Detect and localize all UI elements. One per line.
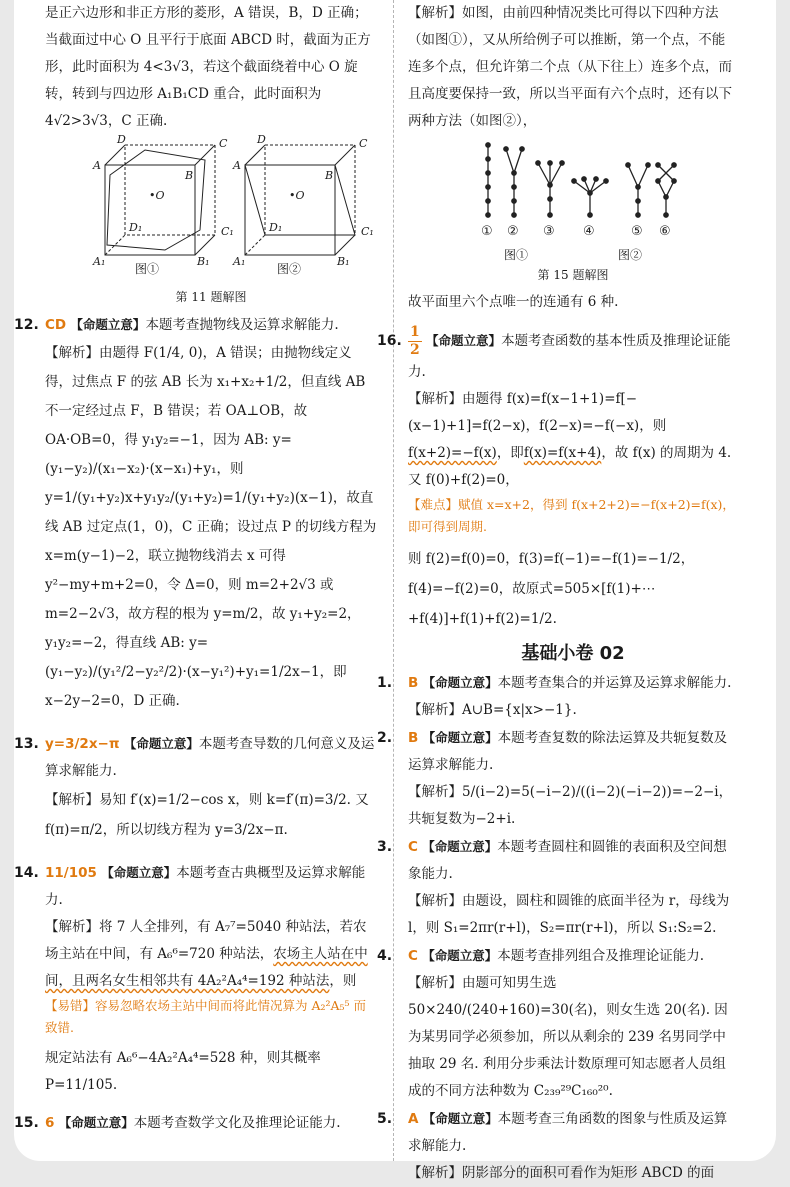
document-page — [14, 0, 776, 1181]
cube-diagrams — [45, 135, 377, 285]
q16-solution-part1: 【解析】由题得 f(x)=f(x−1+1)=f[−(x−1)+1]=f(2−x)，f(2−x)=−f(−x)，则 — [408, 391, 667, 434]
svg-text:C: C — [219, 137, 228, 150]
fig15-label-5: ⑤ — [631, 224, 643, 239]
s2-q5-header — [377, 1105, 738, 1160]
fig15-label-6: ⑥ — [659, 224, 671, 239]
section-title: 基础小卷 02 — [521, 643, 625, 664]
s2-q5-answer: A — [408, 1111, 419, 1127]
q13-number: 13. — [14, 736, 39, 752]
s2-q2-answer: B — [408, 730, 419, 746]
s2-q1-header — [377, 669, 738, 697]
s2-q5-solution: 【解析】阴影部分的面积可看作为矩形 ABCD 的面 — [408, 1165, 715, 1181]
fig15-title: 第 15 题解图 — [537, 268, 609, 282]
q16-key-point-2: f(x)=f(x+4) — [523, 445, 602, 461]
svg-text:B: B — [325, 169, 334, 182]
left-column — [14, 0, 377, 1137]
s2-q4-tag: 【命题立意】 — [422, 948, 498, 963]
q14-solution-part2: ，则 — [329, 973, 357, 989]
q13-solution: 【解析】易知 f′(x)=1/2−cos x，则 k=f′(π)=3/2. 又 f(π)=π/2，所以切线方程为 y=3/2x−π. — [45, 792, 369, 838]
q14-tag: 【命题立意】 — [101, 865, 177, 880]
q16-difficulty-note: 【难点】赋值 x=x+2，得到 f(x+2+2)=−f(x+2)=f(x)，即可得到周期. — [408, 497, 735, 534]
svg-text:•O: •O — [289, 189, 305, 202]
fig15-label-3: ③ — [543, 224, 555, 239]
q14-solution-part1: 【解析】将 7 人全排列，有 A₇⁷=5040 种站法，若农场主站在中间，有 A₆⁶=720 种站法， — [45, 919, 367, 962]
q14-number: 14. — [14, 865, 39, 881]
s2-q1-intent: 本题考查集合的并运算及运算求解能力. — [497, 675, 732, 691]
svg-text:D₁: D₁ — [129, 221, 143, 234]
s2-q2-header — [377, 724, 738, 779]
q12-tag: 【命题立意】 — [70, 317, 146, 332]
q16-answer-numerator: 1 — [410, 324, 420, 340]
q14-intent: 本题考查古典概型及运算求解能力. — [45, 865, 366, 908]
s2-q4-intent: 本题考查排列组合及推理论证能力. — [497, 948, 705, 964]
q14-solution-end: 规定站法有 A₆⁶−4A₂²A₄⁴=528 种，则其概率 P=11/105. — [45, 1050, 321, 1093]
s2-q5-intent: 本题考查三角函数的图象与性质及运算求解能力. — [408, 1111, 728, 1154]
s2-q3-answer: C — [408, 839, 418, 855]
q12-answer: CD — [45, 317, 67, 333]
s2-q2-intent: 本题考查复数的除法运算及共轭复数及运算求解能力. — [408, 730, 728, 773]
q14-answer: 11/105 — [45, 865, 97, 881]
fig11-title: 第 11 题解图 — [175, 290, 247, 304]
s2-q3-solution: 【解析】由题设，圆柱和圆锥的底面半径为 r，母线为 l，则 S₁=2πr(r+l)，S₂=πr(r+l)，所以 S₁:S₂=2. — [408, 893, 730, 936]
fig15-caption-1: 图① — [503, 248, 528, 262]
q13-intent: 本题考查导数的几何意义及运算求解能力. — [45, 736, 375, 779]
fig15-captions — [408, 247, 738, 263]
svg-text:B₁: B₁ — [337, 255, 350, 268]
q16-solution-part3: ，故 f(x) 的周期为 4. 又 f(0)+f(2)=0， — [408, 445, 732, 488]
svg-text:•O: •O — [149, 189, 165, 202]
s2-q1-number: 1. — [377, 675, 393, 691]
fig11-caption-2: 图② — [277, 262, 302, 276]
svg-text:A: A — [93, 159, 101, 172]
q15-header — [14, 1109, 377, 1137]
s2-q4-solution: 【解析】由题可知男生选 50×240/(240+160)=30(名)，则女生选 20(名). 因为某男同学必须参加，所以从剩余的 239 名男同学中抽取 29 名. 利用分步乘法计数原理可知志愿者人员组成的不同方法种数为 C₂₃₉²⁹C₁₆₀²⁰. — [408, 975, 728, 1099]
tree-diagrams — [408, 135, 738, 247]
s2-q2-number: 2. — [377, 730, 393, 746]
s2-q2-solution: 【解析】5/(i−2)=5(−i−2)/((i−2)(−i−2))=−2−i，共轭复数为−2+i. — [408, 784, 733, 827]
s2-q1-answer: B — [408, 675, 419, 691]
s2-q5-number: 5. — [377, 1111, 393, 1127]
svg-text:A₁: A₁ — [233, 255, 246, 268]
q14-easy-wrong-note: 【易错】容易忽略农场主站中间而将此情况算为 A₂²A₅⁵ 而致错. — [45, 998, 367, 1035]
q12-number: 12. — [14, 317, 39, 333]
q15-solution: 【解析】如图，由前四种情况类比可得以下四种方法（如图①），又从所给例子可以推断，第一个点，不能连多个点，但允许第二个点（从下往上）连多个点，而且高度要保持一致，所以当平面有六个点时，还有以下两种方法（如图②）， — [408, 5, 732, 129]
q16-key-point-1: f(x+2)=−f(x) — [408, 445, 497, 461]
svg-text:B₁: B₁ — [197, 255, 210, 268]
q13-header — [14, 730, 377, 785]
s2-q4-number: 4. — [377, 948, 393, 964]
svg-text:C₁: C₁ — [221, 225, 234, 238]
fig15-label-2: ② — [507, 224, 519, 239]
q16-tag: 【命题立意】 — [426, 333, 502, 348]
s2-q1-solution: 【解析】A∪B={x|x>−1}. — [408, 702, 577, 718]
q16-header — [377, 324, 738, 386]
q16-solution-end: 则 f(2)=f(0)=0，f(3)=f(−1)=−f(1)=−1/2，f(4)=−f(2)=0，故原式=505×[f(1)+⋯+f(4)]+f(1)+f(2)=1/2. — [408, 551, 695, 627]
s2-q3-header — [377, 833, 738, 888]
q16-solution-part2: ，即 — [496, 445, 524, 461]
svg-text:D: D — [117, 133, 126, 146]
right-column — [377, 0, 738, 1187]
q16-answer-denominator: 2 — [410, 342, 420, 358]
s2-q3-number: 3. — [377, 839, 393, 855]
fig11-caption-1: 图① — [135, 262, 160, 276]
svg-text:D: D — [257, 133, 266, 146]
q16-answer — [408, 324, 422, 359]
q13-tag: 【命题立意】 — [123, 736, 199, 751]
svg-text:D₁: D₁ — [269, 221, 283, 234]
fig15-label-1: ① — [481, 224, 493, 239]
q13-answer: y=3/2x−π — [45, 736, 120, 752]
svg-text:A: A — [233, 159, 241, 172]
svg-text:A₁: A₁ — [93, 255, 106, 268]
q14-solution — [45, 914, 377, 995]
q16-intent: 本题考查函数的基本性质及推理论证能力. — [408, 333, 731, 380]
s2-q4-header — [377, 942, 738, 970]
fig15-label-4: ④ — [583, 224, 595, 239]
q12-header — [14, 311, 377, 339]
fig15-caption-2: 图② — [618, 248, 643, 262]
q15-answer: 6 — [45, 1115, 55, 1131]
svg-text:C: C — [359, 137, 368, 150]
q16-solution — [408, 386, 738, 494]
q11-tail-text: 是正六边形和非正方形的菱形，A 错误，B，D 正确；当截面过中心 O 且平行于底面 ABCD 时，截面为正方形，此时面积为 4<3√3，若这个截面绕着中心 O 旋转，转到与四边形 A₁B₁CD 重合，此时面积为 4√2>3√3，C 正确. — [45, 5, 371, 129]
q12-intent: 本题考查抛物线及运算求解能力. — [145, 317, 339, 333]
s2-q4-answer: C — [408, 948, 418, 964]
q14-header — [14, 859, 377, 914]
s2-q3-intent: 本题考查圆柱和圆锥的表面积及空间想象能力. — [408, 839, 727, 882]
q15-conclusion: 故平面里六个点唯一的连通有 6 种. — [408, 294, 619, 310]
figure-15 — [408, 135, 738, 247]
q15-tag: 【命题立意】 — [58, 1115, 134, 1130]
q12-solution: 【解析】由题得 F(1/4, 0)，A 错误；由抛物线定义得，过焦点 F 的弦 AB 长为 x₁+x₂+1/2，但直线 AB 不一定经过点 F，B 错误；若 OA⊥OB，故 OA·OB=0，得 y₁y₂=−1，因为 AB: y=(y₁−y₂)/(x₁−x₂)·(x−x₁)+y₁，则 y=1/(y₁+y₂)x+y₁y₂/(y₁+y₂)=1/(y₁+y₂)(x−1)，故直线 AB 过定点(1，0)，C 正确；设过点 P 的切线方程为 x=m(y−1)−2，联立抛物线消去 x 可得 y²−my+m+2=0，令 Δ=0，则 m=2+2√3 或 m=2−2√3，故方程的根为 y=m/2，故 y₁+y₂=2，y₁y₂=−2，得直线 AB: y=(y₁−y₂)/(y₁²/2−y₂²/2)·(x−y₁²)+y₁=1/2x−1，即 x−2y−2=0，D 正确. — [45, 345, 377, 709]
s2-q5-tag: 【命题立意】 — [422, 1111, 498, 1126]
s2-q1-tag: 【命题立意】 — [422, 675, 498, 690]
svg-text:B: B — [185, 169, 194, 182]
q14-key-point: 农场主人站在中间，且两名女生相邻共有 4A₂²A₄⁴=192 种站法 — [45, 946, 368, 989]
figure-11 — [45, 135, 377, 285]
svg-text:C₁: C₁ — [361, 225, 374, 238]
s2-q3-tag: 【命题立意】 — [422, 839, 498, 854]
q15-number: 15. — [14, 1115, 39, 1131]
s2-q2-tag: 【命题立意】 — [422, 730, 498, 745]
q16-number: 16. — [377, 333, 402, 349]
q15-intent: 本题考查数学文化及推理论证能力. — [133, 1115, 341, 1131]
column-divider — [393, 0, 394, 1161]
